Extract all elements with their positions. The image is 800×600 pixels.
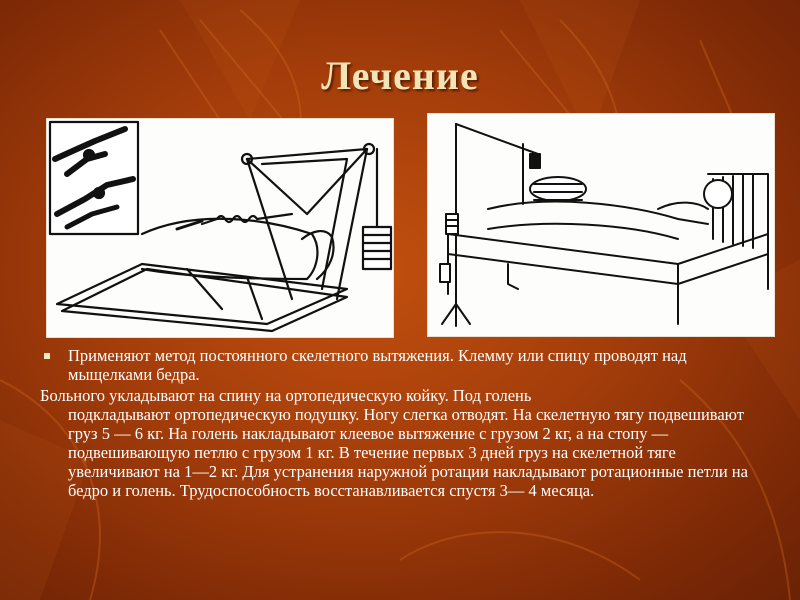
bullet-item <box>40 346 765 384</box>
slide-body <box>40 346 765 500</box>
treatment-paragraph <box>40 386 765 500</box>
bullet-text: Применяют метод постоянного скелетного вытяжения. Клемму или спицу проводят над мыщелками бедра. <box>68 346 687 384</box>
slide-title: Лечение <box>321 53 479 98</box>
traction-frame-drawing <box>47 119 393 337</box>
paragraph-first-line: Больного укладывают на спину на ортопедическую койку. Под голень <box>40 386 532 405</box>
paragraph-rest: подкладывают ортопедическую подушку. Ногу слегка отводят. На скелетную тягу подвешивают груз 5 — 6 кг. На голень накладывают клеевое вытяжение с грузом 2 кг, а на стопу — подвешивающую петлю с грузом 1 кг. В течение первых 3 дней груз на скелетной тяге увеличивают на 1—2 кг. Для устранения наружной ротации накладывают ротационные петли на бедро и голень. Трудоспособность восстанавливается спустя 3— 4 месяца. <box>68 405 748 500</box>
orthopedic-bed-illustration <box>427 113 775 337</box>
traction-frame-illustration <box>46 118 394 338</box>
bullet-marker <box>44 353 50 359</box>
orthopedic-bed-drawing <box>428 114 774 336</box>
